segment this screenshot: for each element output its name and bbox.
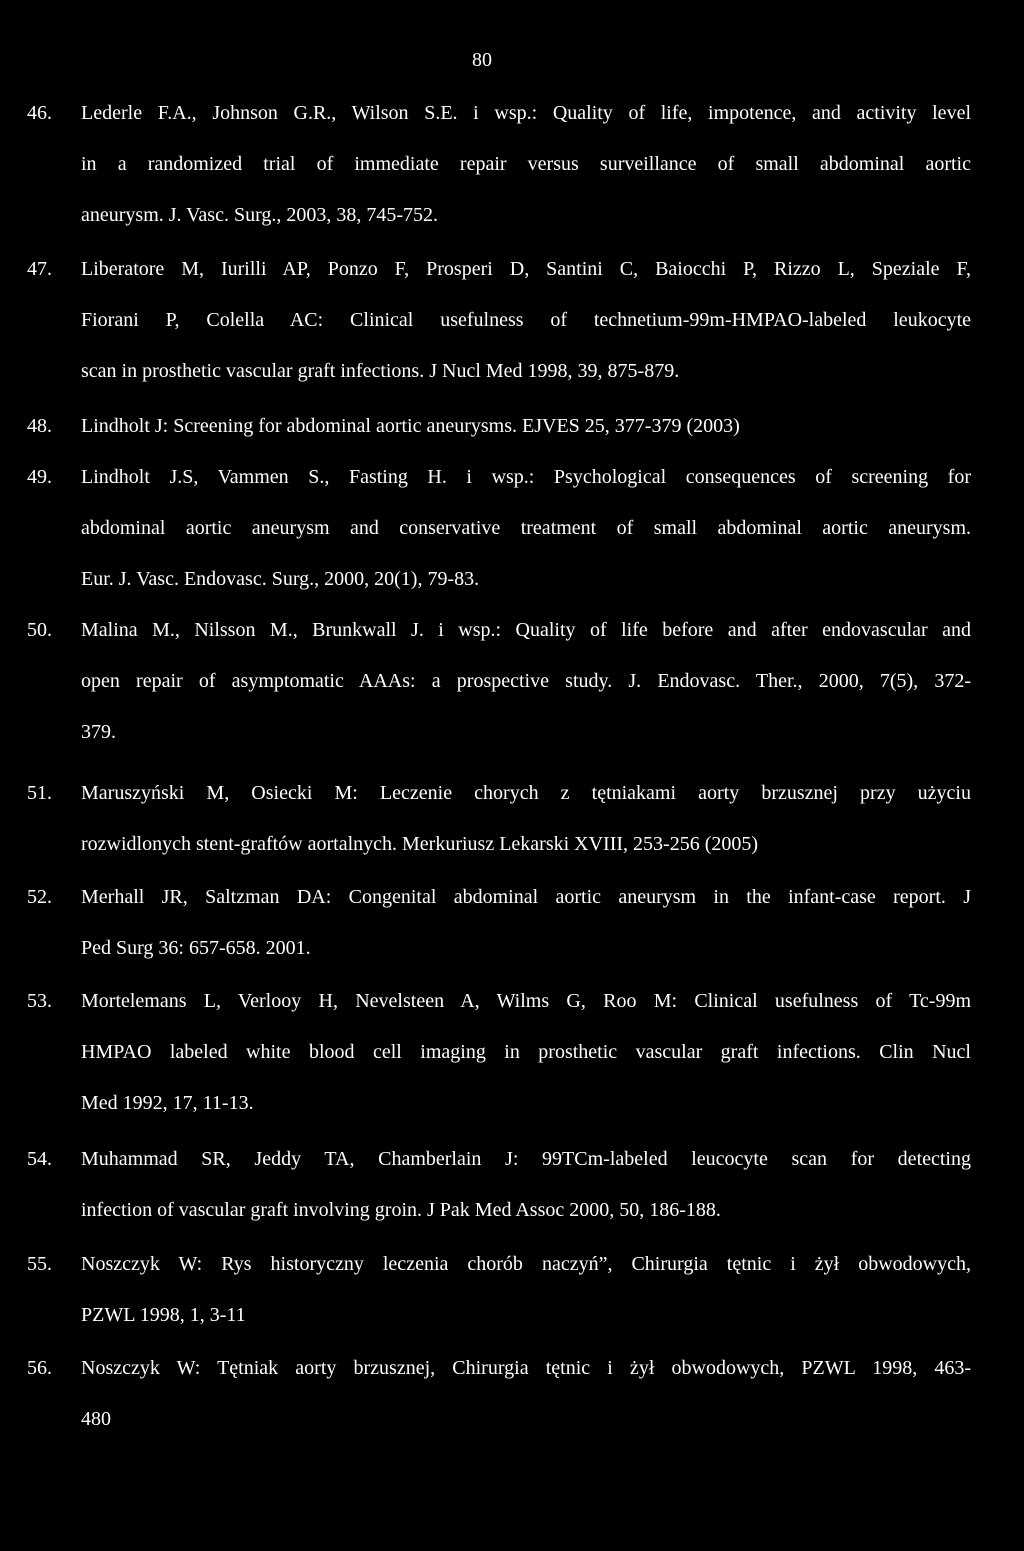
reference-number: 46. xyxy=(27,102,52,124)
reference-line: in a randomized trial of immediate repair versus surveillance of small abdominal aortic xyxy=(81,153,971,175)
reference-line: open repair of asymptomatic AAAs: a prospective study. J. Endovasc. Ther., 2000, 7(5), 372- xyxy=(81,670,971,692)
reference-46 xyxy=(27,101,971,254)
reference-line: 480 xyxy=(81,1408,111,1430)
reference-line: Liberatore M, Iurilli AP, Ponzo F, Prosperi D, Santini C, Baiocchi P, Rizzo L, Speziale F, xyxy=(81,258,971,280)
reference-line: abdominal aortic aneurysm and conservative treatment of small abdominal aortic aneurysm. xyxy=(81,517,971,539)
reference-number: 48. xyxy=(27,415,52,437)
reference-line: Ped Surg 36: 657-658. 2001. xyxy=(81,937,311,959)
reference-text xyxy=(81,465,971,618)
reference-48 xyxy=(27,414,971,465)
reference-49 xyxy=(27,465,971,618)
reference-line: PZWL 1998, 1, 3-11 xyxy=(81,1304,246,1326)
reference-51 xyxy=(27,781,971,883)
reference-text xyxy=(81,781,971,883)
reference-line: 379. xyxy=(81,721,116,743)
reference-text xyxy=(81,257,971,410)
reference-text xyxy=(81,1356,971,1458)
reference-number: 47. xyxy=(27,258,52,280)
reference-line: rozwidlonych stent-graftów aortalnych. Merkuriusz Lekarski XVIII, 253-256 (2005) xyxy=(81,833,759,855)
reference-text xyxy=(81,414,971,465)
reference-line: aneurysm. J. Vasc. Surg., 2003, 38, 745-752. xyxy=(81,204,439,226)
reference-number: 50. xyxy=(27,619,52,641)
reference-number: 52. xyxy=(27,886,52,908)
reference-text xyxy=(81,1147,971,1249)
reference-line: Med 1992, 17, 11-13. xyxy=(81,1092,254,1114)
reference-number: 51. xyxy=(27,782,52,804)
reference-text xyxy=(81,101,971,254)
reference-line: Fiorani P, Colella AC: Clinical usefulness of technetium-99m-HMPAO-labeled leukocyte xyxy=(81,309,971,331)
reference-line: Lederle F.A., Johnson G.R., Wilson S.E. i wsp.: Quality of life, impotence, and activity level xyxy=(81,102,971,124)
reference-line: Lindholt J.S, Vammen S., Fasting H. i wsp.: Psychological consequences of screening for xyxy=(81,466,971,488)
reference-line: Maruszyński M, Osiecki M: Leczenie chorych z tętniakami aorty brzusznej przy użyciu xyxy=(81,782,971,804)
reference-text xyxy=(81,989,971,1142)
reference-text xyxy=(81,885,971,987)
reference-line: Muhammad SR, Jeddy TA, Chamberlain J: 99TCm-labeled leucocyte scan for detecting xyxy=(81,1148,971,1170)
reference-47 xyxy=(27,257,971,410)
reference-line: Noszczyk W: Tętniak aorty brzusznej, Chirurgia tętnic i żył obwodowych, PZWL 1998, 463- xyxy=(81,1357,971,1379)
reference-text xyxy=(81,1252,971,1354)
reference-50 xyxy=(27,618,971,771)
reference-55 xyxy=(27,1252,971,1354)
reference-56 xyxy=(27,1356,971,1458)
reference-line: infection of vascular graft involving groin. J Pak Med Assoc 2000, 50, 186-188. xyxy=(81,1199,721,1221)
reference-number: 56. xyxy=(27,1357,52,1379)
reference-line: Merhall JR, Saltzman DA: Congenital abdominal aortic aneurysm in the infant-case report. J xyxy=(81,886,971,908)
reference-line: Eur. J. Vasc. Endovasc. Surg., 2000, 20(1), 79-83. xyxy=(81,568,480,590)
reference-53 xyxy=(27,989,971,1142)
reference-52 xyxy=(27,885,971,987)
reference-line: Lindholt J: Screening for abdominal aortic aneurysms. EJVES 25, 377-379 (2003) xyxy=(81,415,740,437)
reference-line: scan in prosthetic vascular graft infections. J Nucl Med 1998, 39, 875-879. xyxy=(81,360,680,382)
page-number: 80 xyxy=(472,49,492,71)
reference-line: Malina M., Nilsson M., Brunkwall J. i wsp.: Quality of life before and after endovascular and xyxy=(81,619,971,641)
reference-text xyxy=(81,618,971,771)
reference-number: 49. xyxy=(27,466,52,488)
reference-number: 55. xyxy=(27,1253,52,1275)
reference-line: Mortelemans L, Verlooy H, Nevelsteen A, Wilms G, Roo M: Clinical usefulness of Tc-99m xyxy=(81,990,971,1012)
reference-number: 54. xyxy=(27,1148,52,1170)
reference-line: HMPAO labeled white blood cell imaging in prosthetic vascular graft infections. Clin Nucl xyxy=(81,1041,971,1063)
reference-number: 53. xyxy=(27,990,52,1012)
reference-54 xyxy=(27,1147,971,1249)
reference-line: Noszczyk W: Rys historyczny leczenia chorób naczyń”, Chirurgia tętnic i żył obwodowych, xyxy=(81,1253,971,1275)
